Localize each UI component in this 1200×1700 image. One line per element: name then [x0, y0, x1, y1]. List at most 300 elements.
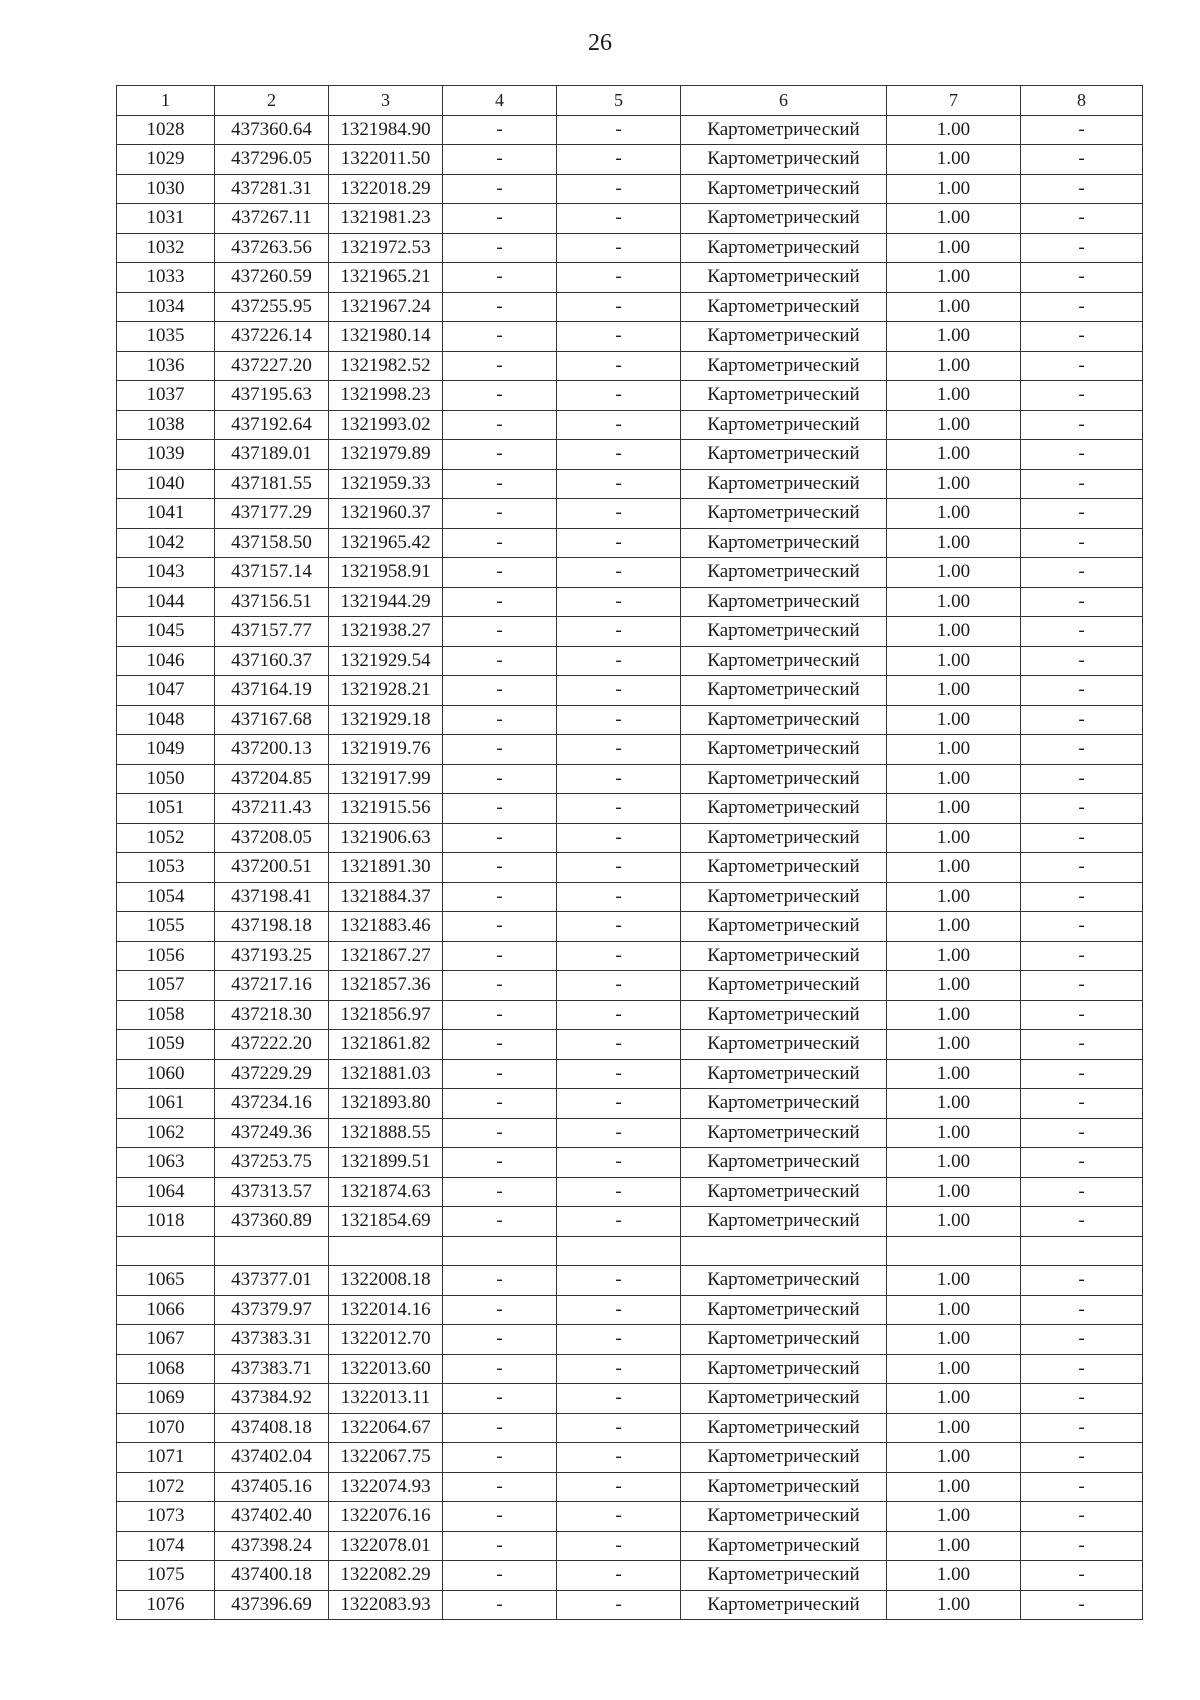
- table-cell: 1064: [117, 1177, 215, 1207]
- table-cell: Картометрический: [681, 410, 887, 440]
- table-cell: 1047: [117, 676, 215, 706]
- table-cell: -: [1021, 558, 1143, 588]
- table-cell: Картометрический: [681, 1384, 887, 1414]
- column-header: 6: [681, 86, 887, 116]
- table-cell: -: [443, 351, 557, 381]
- table-cell: 1322076.16: [329, 1502, 443, 1532]
- table-cell: -: [557, 1089, 681, 1119]
- table-cell: 1.00: [887, 882, 1021, 912]
- table-cell: -: [443, 115, 557, 145]
- table-cell: 1321958.91: [329, 558, 443, 588]
- table-cell: 1050: [117, 764, 215, 794]
- table-cell: -: [557, 528, 681, 558]
- table-cell: -: [443, 1295, 557, 1325]
- table-cell: 1.00: [887, 587, 1021, 617]
- table-row: [117, 971, 1143, 1001]
- table-cell: 1322018.29: [329, 174, 443, 204]
- table-cell: -: [443, 1502, 557, 1532]
- table-cell: [329, 1236, 443, 1266]
- table-cell: 1321929.18: [329, 705, 443, 735]
- table-row: [117, 528, 1143, 558]
- table-cell: 1.00: [887, 705, 1021, 735]
- table-cell: -: [557, 1148, 681, 1178]
- table-row: [117, 1236, 1143, 1266]
- table-cell: -: [557, 351, 681, 381]
- table-cell: -: [557, 823, 681, 853]
- table-cell: 437313.57: [215, 1177, 329, 1207]
- table-cell: -: [1021, 233, 1143, 263]
- table-cell: 1321915.56: [329, 794, 443, 824]
- table-cell: 437383.71: [215, 1354, 329, 1384]
- table-cell: 1062: [117, 1118, 215, 1148]
- table-cell: 1061: [117, 1089, 215, 1119]
- table-cell: 1.00: [887, 469, 1021, 499]
- table-cell: -: [1021, 1354, 1143, 1384]
- table-cell: 1036: [117, 351, 215, 381]
- table-cell: -: [443, 971, 557, 1001]
- table-cell: -: [557, 853, 681, 883]
- table-body: [117, 86, 1143, 1620]
- table-cell: 1.00: [887, 410, 1021, 440]
- table-cell: 1321965.21: [329, 263, 443, 293]
- table-cell: 1.00: [887, 322, 1021, 352]
- table-cell: -: [1021, 912, 1143, 942]
- table-row: [117, 145, 1143, 175]
- table-cell: 437192.64: [215, 410, 329, 440]
- table-cell: Картометрический: [681, 882, 887, 912]
- table-cell: Картометрический: [681, 1059, 887, 1089]
- table-cell: -: [1021, 882, 1143, 912]
- table-cell: -: [443, 587, 557, 617]
- table-cell: -: [443, 292, 557, 322]
- table-cell: Картометрический: [681, 145, 887, 175]
- table-cell: 437260.59: [215, 263, 329, 293]
- table-cell: 437211.43: [215, 794, 329, 824]
- table-cell: 1.00: [887, 971, 1021, 1001]
- table-cell: 1.00: [887, 1502, 1021, 1532]
- table-cell: 1322013.60: [329, 1354, 443, 1384]
- table-cell: -: [443, 1531, 557, 1561]
- table-cell: 1043: [117, 558, 215, 588]
- table-cell: 1034: [117, 292, 215, 322]
- table-cell: -: [557, 587, 681, 617]
- table-cell: 437156.51: [215, 587, 329, 617]
- table-row: [117, 1354, 1143, 1384]
- table-cell: -: [1021, 1148, 1143, 1178]
- table-cell: -: [1021, 823, 1143, 853]
- page-number: 26: [588, 30, 612, 56]
- table-cell: -: [1021, 469, 1143, 499]
- table-cell: -: [1021, 1590, 1143, 1620]
- table-cell: Картометрический: [681, 381, 887, 411]
- table-cell: -: [1021, 440, 1143, 470]
- table-cell: 437360.64: [215, 115, 329, 145]
- table-cell: -: [443, 941, 557, 971]
- table-cell: Картометрический: [681, 351, 887, 381]
- table-cell: -: [443, 1148, 557, 1178]
- table-cell: -: [1021, 1118, 1143, 1148]
- table-cell: 437234.16: [215, 1089, 329, 1119]
- table-row: [117, 1148, 1143, 1178]
- table-cell: -: [443, 853, 557, 883]
- table-cell: Картометрический: [681, 1325, 887, 1355]
- table-cell: -: [557, 174, 681, 204]
- table-cell: -: [557, 1207, 681, 1237]
- table-cell: 437377.01: [215, 1266, 329, 1296]
- table-cell: 437177.29: [215, 499, 329, 529]
- table-cell: Картометрический: [681, 912, 887, 942]
- table-row: [117, 292, 1143, 322]
- table-cell: -: [557, 1472, 681, 1502]
- table-cell: 437157.14: [215, 558, 329, 588]
- table-cell: 1031: [117, 204, 215, 234]
- table-cell: -: [443, 1443, 557, 1473]
- table-cell: [443, 1236, 557, 1266]
- table-cell: 437167.68: [215, 705, 329, 735]
- table-cell: -: [1021, 587, 1143, 617]
- table-cell: 1.00: [887, 1443, 1021, 1473]
- table-cell: 1.00: [887, 351, 1021, 381]
- table-cell: Картометрический: [681, 971, 887, 1001]
- table-cell: 1.00: [887, 1561, 1021, 1591]
- table-cell: -: [443, 1384, 557, 1414]
- table-cell: 1.00: [887, 823, 1021, 853]
- table-row: [117, 1295, 1143, 1325]
- table-cell: -: [1021, 174, 1143, 204]
- table-cell: [887, 1236, 1021, 1266]
- table-cell: -: [1021, 528, 1143, 558]
- table-cell: -: [1021, 853, 1143, 883]
- table-cell: 1065: [117, 1266, 215, 1296]
- table-cell: -: [443, 145, 557, 175]
- table-row: [117, 1502, 1143, 1532]
- table-cell: 437360.89: [215, 1207, 329, 1237]
- table-cell: 1321972.53: [329, 233, 443, 263]
- table-cell: -: [443, 499, 557, 529]
- table-cell: 1.00: [887, 794, 1021, 824]
- table-cell: -: [557, 233, 681, 263]
- table-cell: 1.00: [887, 381, 1021, 411]
- table-cell: -: [443, 528, 557, 558]
- table-row: [117, 912, 1143, 942]
- table-cell: -: [443, 233, 557, 263]
- table-cell: 1055: [117, 912, 215, 942]
- table-cell: Картометрический: [681, 587, 887, 617]
- table-cell: 1321917.99: [329, 764, 443, 794]
- table-cell: -: [443, 1590, 557, 1620]
- table-cell: -: [1021, 764, 1143, 794]
- table-cell: -: [443, 558, 557, 588]
- table-row: [117, 174, 1143, 204]
- column-header: 8: [1021, 86, 1143, 116]
- table-cell: 437217.16: [215, 971, 329, 1001]
- table-cell: -: [557, 115, 681, 145]
- table-cell: Картометрический: [681, 174, 887, 204]
- table-cell: 437229.29: [215, 1059, 329, 1089]
- table-cell: 1.00: [887, 145, 1021, 175]
- table-cell: -: [557, 941, 681, 971]
- table-cell: 1321928.21: [329, 676, 443, 706]
- table-cell: 1321906.63: [329, 823, 443, 853]
- table-cell: 1321982.52: [329, 351, 443, 381]
- table-cell: -: [443, 1089, 557, 1119]
- table-cell: 437200.13: [215, 735, 329, 765]
- table-cell: -: [443, 912, 557, 942]
- table-cell: -: [1021, 322, 1143, 352]
- table-cell: 437181.55: [215, 469, 329, 499]
- table-cell: 1321984.90: [329, 115, 443, 145]
- table-cell: -: [557, 705, 681, 735]
- table-cell: -: [557, 204, 681, 234]
- table-row: [117, 233, 1143, 263]
- table-cell: 437383.31: [215, 1325, 329, 1355]
- table-cell: -: [443, 1266, 557, 1296]
- table-cell: 1321891.30: [329, 853, 443, 883]
- table-cell: 1321857.36: [329, 971, 443, 1001]
- table-cell: -: [443, 1325, 557, 1355]
- table-cell: -: [1021, 115, 1143, 145]
- table-cell: -: [443, 174, 557, 204]
- table-cell: 1041: [117, 499, 215, 529]
- table-cell: -: [443, 1000, 557, 1030]
- table-cell: 1322082.29: [329, 1561, 443, 1591]
- table-cell: 1039: [117, 440, 215, 470]
- table-cell: Картометрический: [681, 1089, 887, 1119]
- table-cell: -: [1021, 1089, 1143, 1119]
- table-cell: -: [443, 322, 557, 352]
- table-cell: 1.00: [887, 1177, 1021, 1207]
- table-cell: 1.00: [887, 174, 1021, 204]
- table-cell: 437198.41: [215, 882, 329, 912]
- table-row: [117, 1177, 1143, 1207]
- table-cell: 1.00: [887, 292, 1021, 322]
- table-cell: 1.00: [887, 1295, 1021, 1325]
- table-cell: 1321965.42: [329, 528, 443, 558]
- table-cell: 1.00: [887, 646, 1021, 676]
- table-cell: 1.00: [887, 1030, 1021, 1060]
- table-cell: -: [443, 469, 557, 499]
- table-cell: 1321888.55: [329, 1118, 443, 1148]
- table-cell: 437164.19: [215, 676, 329, 706]
- table-cell: Картометрический: [681, 1413, 887, 1443]
- table-cell: 437157.77: [215, 617, 329, 647]
- table-cell: 1321867.27: [329, 941, 443, 971]
- table-cell: Картометрический: [681, 440, 887, 470]
- table-cell: 1321960.37: [329, 499, 443, 529]
- table-cell: -: [1021, 351, 1143, 381]
- table-cell: Картометрический: [681, 646, 887, 676]
- table-cell: Картометрический: [681, 617, 887, 647]
- table-cell: Картометрический: [681, 1207, 887, 1237]
- table-cell: -: [1021, 410, 1143, 440]
- table-row: [117, 410, 1143, 440]
- table-cell: 1.00: [887, 1354, 1021, 1384]
- column-header: 5: [557, 86, 681, 116]
- table-cell: 437384.92: [215, 1384, 329, 1414]
- table-cell: 1322008.18: [329, 1266, 443, 1296]
- table-cell: -: [557, 1413, 681, 1443]
- table-row: [117, 882, 1143, 912]
- table-cell: 1.00: [887, 1472, 1021, 1502]
- table-cell: -: [557, 735, 681, 765]
- table-row: [117, 1266, 1143, 1296]
- table-cell: 437296.05: [215, 145, 329, 175]
- table-cell: [1021, 1236, 1143, 1266]
- table-cell: 1071: [117, 1443, 215, 1473]
- table-cell: Картометрический: [681, 676, 887, 706]
- table-row: [117, 853, 1143, 883]
- table-cell: 1.00: [887, 1384, 1021, 1414]
- table-cell: 1321929.54: [329, 646, 443, 676]
- table-row: [117, 764, 1143, 794]
- table-cell: 1321856.97: [329, 1000, 443, 1030]
- table-cell: 1.00: [887, 233, 1021, 263]
- table-cell: 1068: [117, 1354, 215, 1384]
- table-row: [117, 440, 1143, 470]
- table-cell: -: [1021, 1177, 1143, 1207]
- table-row: [117, 204, 1143, 234]
- table-cell: -: [1021, 1295, 1143, 1325]
- table-cell: 1321998.23: [329, 381, 443, 411]
- table-row: [117, 1384, 1143, 1414]
- table-cell: -: [443, 1472, 557, 1502]
- table-cell: -: [443, 1561, 557, 1591]
- table-cell: -: [557, 1266, 681, 1296]
- table-cell: 1.00: [887, 558, 1021, 588]
- table-cell: 1070: [117, 1413, 215, 1443]
- table-cell: -: [1021, 971, 1143, 1001]
- table-cell: -: [1021, 1531, 1143, 1561]
- table-cell: 437208.05: [215, 823, 329, 853]
- table-row: [117, 1590, 1143, 1620]
- table-cell: 1.00: [887, 941, 1021, 971]
- table-cell: -: [557, 1000, 681, 1030]
- table-cell: -: [1021, 1472, 1143, 1502]
- table-cell: -: [443, 823, 557, 853]
- table-cell: 1.00: [887, 1089, 1021, 1119]
- table-cell: -: [557, 145, 681, 175]
- table-row: [117, 1413, 1143, 1443]
- table-cell: 437379.97: [215, 1295, 329, 1325]
- table-cell: 437400.18: [215, 1561, 329, 1591]
- table-cell: -: [1021, 735, 1143, 765]
- table-cell: 1030: [117, 174, 215, 204]
- table-cell: 1067: [117, 1325, 215, 1355]
- table-row: [117, 322, 1143, 352]
- column-header: 1: [117, 86, 215, 116]
- table-cell: -: [443, 676, 557, 706]
- table-cell: 1033: [117, 263, 215, 293]
- table-cell: -: [557, 440, 681, 470]
- table-cell: 437189.01: [215, 440, 329, 470]
- table-cell: 1032: [117, 233, 215, 263]
- table-row: [117, 705, 1143, 735]
- table-cell: Картометрический: [681, 263, 887, 293]
- table-cell: 1075: [117, 1561, 215, 1591]
- table-cell: -: [557, 882, 681, 912]
- table-row: [117, 115, 1143, 145]
- table-cell: -: [557, 1177, 681, 1207]
- table-cell: -: [557, 292, 681, 322]
- table-cell: -: [1021, 646, 1143, 676]
- table-cell: 437218.30: [215, 1000, 329, 1030]
- table-cell: 1035: [117, 322, 215, 352]
- table-cell: -: [557, 1295, 681, 1325]
- table-cell: 1.00: [887, 1059, 1021, 1089]
- table-cell: 437402.40: [215, 1502, 329, 1532]
- table-cell: Картометрический: [681, 115, 887, 145]
- table-cell: 1321993.02: [329, 410, 443, 440]
- table-cell: 1044: [117, 587, 215, 617]
- table-cell: 1.00: [887, 204, 1021, 234]
- table-cell: 437255.95: [215, 292, 329, 322]
- table-row: [117, 1207, 1143, 1237]
- table-cell: -: [1021, 705, 1143, 735]
- table-cell: Картометрический: [681, 705, 887, 735]
- table-cell: 1074: [117, 1531, 215, 1561]
- table-cell: 437204.85: [215, 764, 329, 794]
- table-cell: 437398.24: [215, 1531, 329, 1561]
- table-cell: Картометрический: [681, 233, 887, 263]
- table-cell: -: [557, 1325, 681, 1355]
- table-cell: -: [1021, 941, 1143, 971]
- table-cell: Картометрический: [681, 1177, 887, 1207]
- table-cell: -: [1021, 381, 1143, 411]
- table-cell: 1073: [117, 1502, 215, 1532]
- table-cell: Картометрический: [681, 528, 887, 558]
- table-cell: 1.00: [887, 1000, 1021, 1030]
- table-cell: 1321883.46: [329, 912, 443, 942]
- table-cell: 1322013.11: [329, 1384, 443, 1414]
- table-cell: -: [443, 440, 557, 470]
- table-cell: -: [443, 1354, 557, 1384]
- table-cell: 1322014.16: [329, 1295, 443, 1325]
- table-cell: -: [557, 558, 681, 588]
- table-cell: Картометрический: [681, 204, 887, 234]
- table-cell: 1051: [117, 794, 215, 824]
- table-cell: 1.00: [887, 764, 1021, 794]
- table-cell: -: [557, 617, 681, 647]
- table-cell: 437405.16: [215, 1472, 329, 1502]
- table-cell: -: [1021, 1207, 1143, 1237]
- table-cell: -: [557, 1531, 681, 1561]
- table-cell: 1060: [117, 1059, 215, 1089]
- table-cell: -: [443, 1177, 557, 1207]
- table-cell: -: [443, 204, 557, 234]
- table-row: [117, 794, 1143, 824]
- table-cell: -: [1021, 1000, 1143, 1030]
- column-header: 4: [443, 86, 557, 116]
- table-cell: 1.00: [887, 676, 1021, 706]
- table-cell: -: [1021, 145, 1143, 175]
- table-cell: -: [557, 1059, 681, 1089]
- table-row: [117, 499, 1143, 529]
- table-cell: 1057: [117, 971, 215, 1001]
- table-cell: -: [1021, 617, 1143, 647]
- table-cell: 1321874.63: [329, 1177, 443, 1207]
- table-cell: 1321899.51: [329, 1148, 443, 1178]
- table-cell: -: [557, 1443, 681, 1473]
- table-cell: -: [1021, 1561, 1143, 1591]
- table-cell: 1.00: [887, 440, 1021, 470]
- table-row: [117, 351, 1143, 381]
- table-cell: -: [443, 1059, 557, 1089]
- table-cell: 1046: [117, 646, 215, 676]
- table-cell: Картометрический: [681, 941, 887, 971]
- table-row: [117, 1472, 1143, 1502]
- table-cell: -: [1021, 676, 1143, 706]
- table-cell: [557, 1236, 681, 1266]
